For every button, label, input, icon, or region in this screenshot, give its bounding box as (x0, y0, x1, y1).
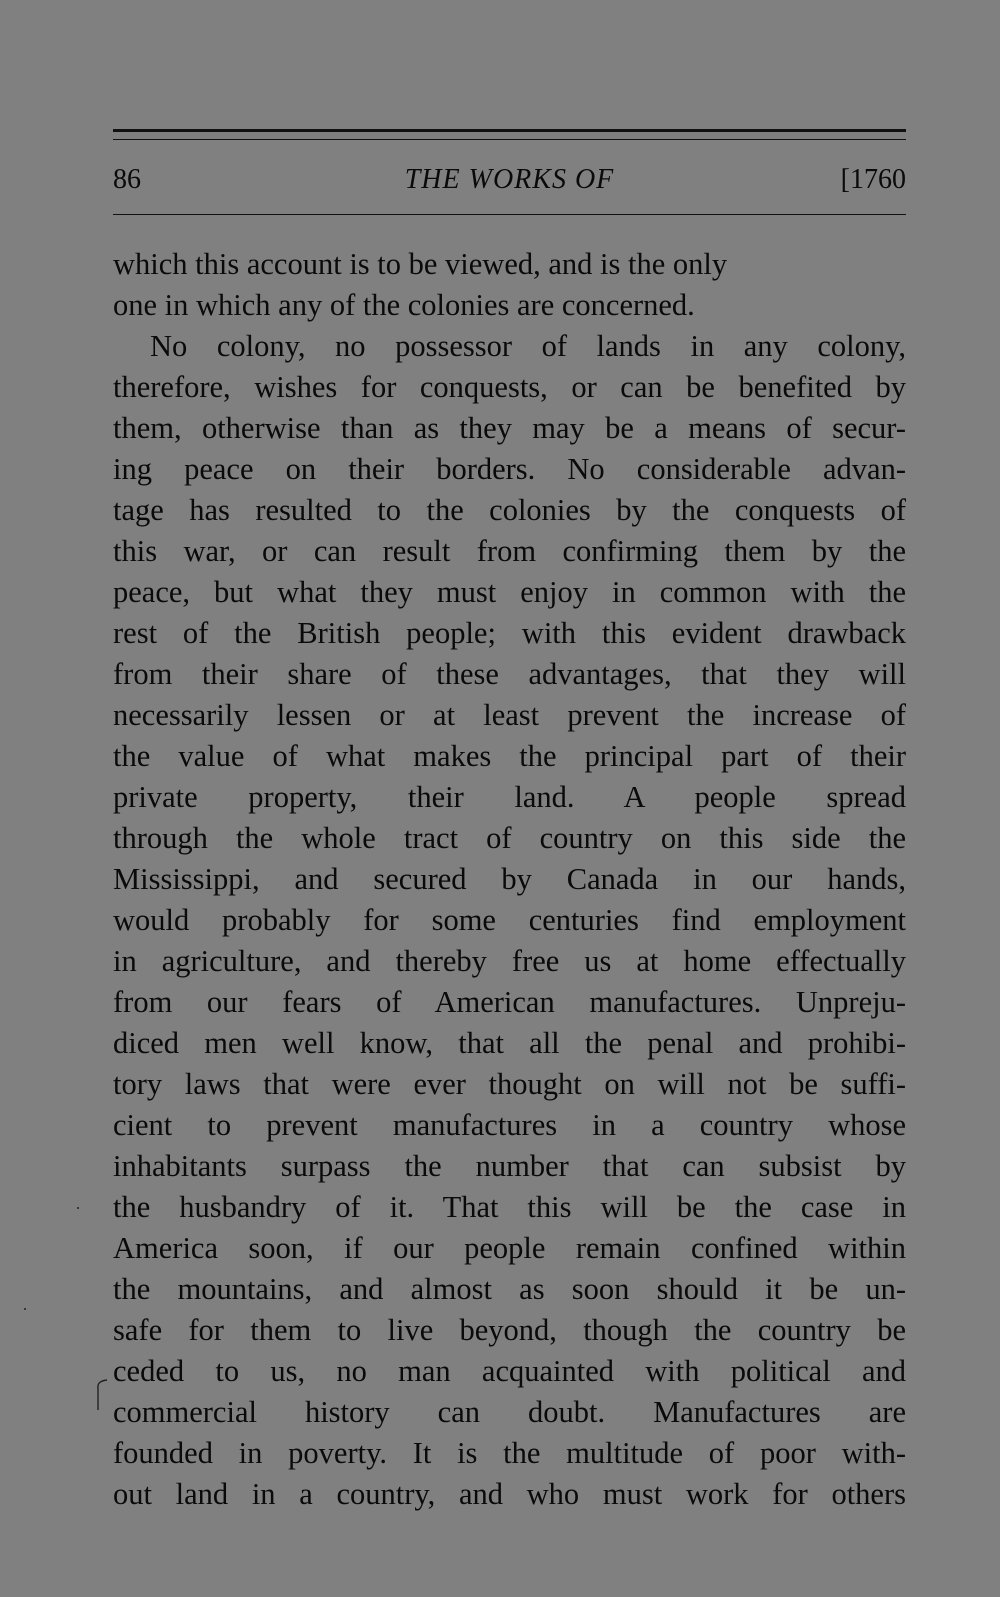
text-line: Mississippi, and secured by Canada in our hands, (113, 862, 906, 896)
text-line: cient to prevent manufactures in a country whose (113, 1108, 906, 1142)
header-rule-bottom (113, 214, 906, 215)
text-line: out land in a country, and who must work for others (113, 1477, 906, 1511)
text-line: would probably for some centuries find employment (113, 903, 906, 937)
text-line: America soon, if our people remain confined within (113, 1231, 906, 1265)
text-line: which this account is to be viewed, and is the only (113, 247, 728, 281)
margin-pencil-mark (95, 1378, 109, 1412)
header-rule-thick (113, 129, 906, 132)
running-header (113, 160, 906, 200)
text-line: the mountains, and almost as soon should it be un- (113, 1272, 906, 1306)
page-speck (24, 1308, 26, 1310)
text-line: necessarily lessen or at least prevent the increase of (113, 698, 906, 732)
text-line: from our fears of American manufactures. Unpreju- (113, 985, 906, 1019)
year-marker: [1760 (840, 164, 906, 195)
text-line: therefore, wishes for conquests, or can be benefited by (113, 370, 906, 404)
text-line: inhabitants surpass the number that can subsist by (113, 1149, 906, 1183)
header-rule-thin (113, 139, 906, 140)
text-line: this war, or can result from confirming them by the (113, 534, 906, 568)
text-line: safe for them to live beyond, though the country be (113, 1313, 906, 1347)
text-line: in agriculture, and thereby free us at home effectually (113, 944, 906, 978)
text-line: founded in poverty. It is the multitude of poor with- (113, 1436, 906, 1470)
running-title: THE WORKS OF (404, 164, 615, 195)
text-line: one in which any of the colonies are concerned. (113, 288, 695, 322)
text-line: the value of what makes the principal part of their (113, 739, 906, 773)
text-line: the husbandry of it. That this will be the case in (113, 1190, 906, 1224)
page-speck (77, 1207, 79, 1209)
text-line: through the whole tract of country on this side the (113, 821, 906, 855)
page-number: 86 (113, 164, 141, 195)
text-line: ing peace on their borders. No considerable advan- (113, 452, 906, 486)
text-line: tory laws that were ever thought on will not be suffi- (113, 1067, 906, 1101)
text-line: tage has resulted to the colonies by the conquests of (113, 493, 906, 527)
text-line: from their share of these advantages, that they will (113, 657, 906, 691)
text-line: peace, but what they must enjoy in common with the (113, 575, 906, 609)
text-line: No colony, no possessor of lands in any colony, (150, 329, 906, 363)
text-line: private property, their land. A people spread (113, 780, 906, 814)
text-line: rest of the British people; with this evident drawback (113, 616, 906, 650)
text-line: diced men well know, that all the penal and prohibi- (113, 1026, 906, 1060)
text-line: them, otherwise than as they may be a means of secur- (113, 411, 906, 445)
text-line: ceded to us, no man acquainted with political and (113, 1354, 906, 1388)
text-line: commercial history can doubt. Manufactures are (113, 1395, 906, 1429)
body-text (113, 244, 906, 1515)
